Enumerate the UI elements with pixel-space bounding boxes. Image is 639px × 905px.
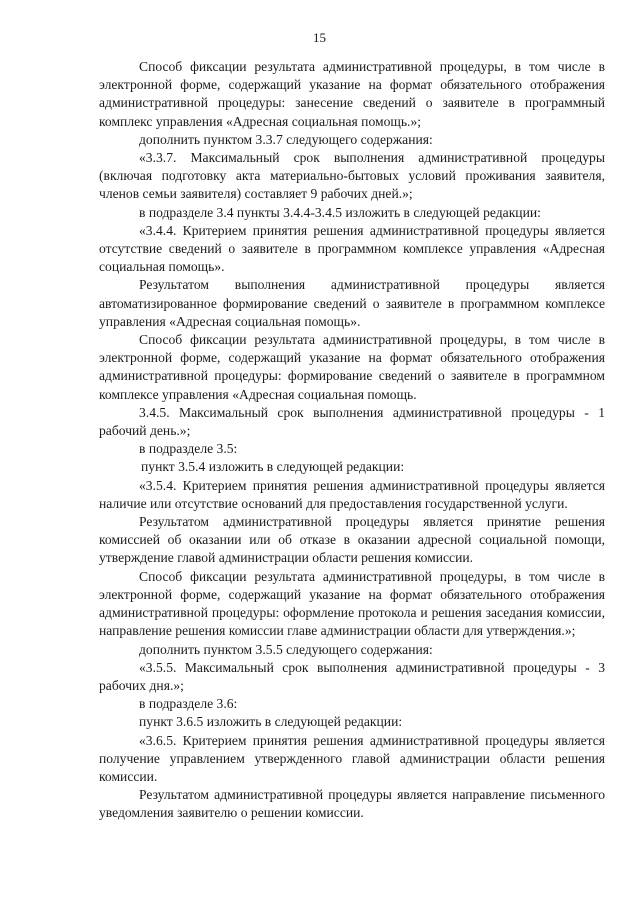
paragraph-item-3-6-5: пункт 3.6.5 изложить в следующей редакции: [139,714,403,730]
paragraph-add-3-5-5: дополнить пунктом 3.5.5 следующего содержания: [139,641,433,657]
paragraph-result-3-5: Результатом административной процедуры является принятие решения комиссией об оказании или об отказе в оказании адресной социальной помощи, утверждение главой администрации области решения комиссии. [99,514,605,566]
paragraph-subsection-3-4: в подразделе 3.4 пункты 3.4.4-3.4.5 изложить в следующей редакции: [139,204,541,220]
paragraph-3-5-4: «3.5.4. Критерием принятия решения административной процедуры является наличие или отсутствие оснований для предоставления государственной услуги. [99,477,605,511]
page-number: 15 [313,30,326,45]
paragraph-item-3-5-4: пункт 3.5.4 изложить в следующей редакции: [141,459,405,475]
paragraph-result-3-4: Результатом выполнения административной процедуры является автоматизированное формирование сведений о заявителе в программном комплексе управления «Адресная социальная помощь». [99,277,605,329]
paragraph-fixation-method-1: Способ фиксации результата административной процедуры, в том числе в электронной форме, содержащий указание на формат обязательного отображения административной процедуры: занесение сведений о заявителе в программный комплекс управления «Адресная социальная помощь.»; [99,59,605,129]
paragraph-3-6-5: «3.6.5. Критерием принятия решения административной процедуры является получение управлением утвержденного главой администрации области решения комиссии. [99,732,605,784]
paragraph-3-4-5: 3.4.5. Максимальный срок выполнения административной процедуры - 1 рабочий день.»; [99,404,605,439]
paragraph-result-3-6: Результатом административной процедуры является направление письменного уведомления заявителю о решении комиссии. [99,787,605,821]
paragraph-fixation-method-2: Способ фиксации результата административной процедуры, в том числе в электронной форме, содержащий указание на формат обязательного отображения административной процедуры: формирование сведений о заявителе в программном комплексе управления «Адресная социальная помощь. [99,332,605,402]
paragraph-3-4-4: «3.4.4. Критерием принятия решения административной процедуры является отсутствие сведений о заявителе в программном комплексе управления «Адресная социальная помощь». [99,222,605,275]
paragraph-subsection-3-5: в подразделе 3.5: [139,441,238,457]
paragraph-fixation-method-3: Способ фиксации результата административной процедуры, в том числе в электронной форме, содержащий указание на формат обязательного отображения административной процедуры: оформление протокола и решения заседания комиссии, направление решения комиссии главе администрации области для утверждения.»; [99,568,605,639]
paragraph-3-3-7: «3.3.7. Максимальный срок выполнения административной процедуры (включая подготовку акта материально-бытовых условий проживания заявителя, членов семьи заявителя) составляет 9 рабочих дней.»; [99,150,605,202]
paragraph-subsection-3-6: в подразделе 3.6: [139,696,238,712]
paragraph-3-5-5: «3.5.5. Максимальный срок выполнения административной процедуры - 3 рабочих дня.»; [99,659,605,693]
document-body [99,58,605,823]
paragraph-add-3-3-7: дополнить пунктом 3.3.7 следующего содержания: [139,131,433,147]
